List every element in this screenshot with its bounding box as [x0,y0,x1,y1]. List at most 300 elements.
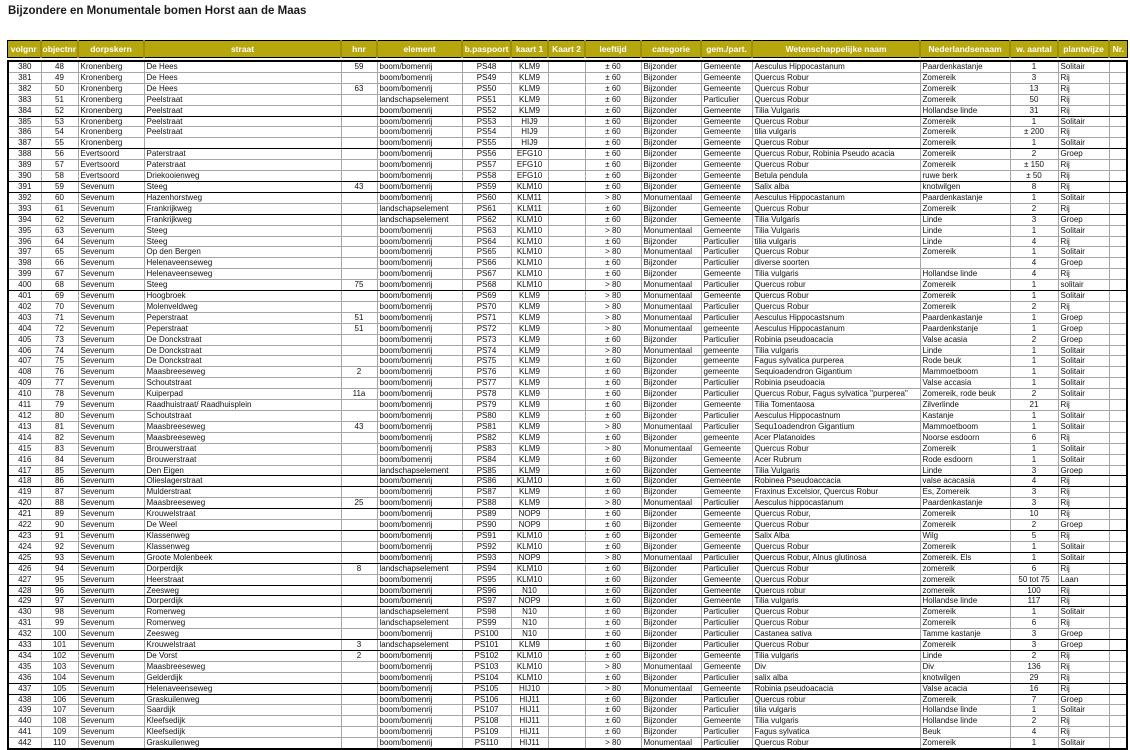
cell-categorie: Bijzonder [641,476,701,487]
cell-straat: Peelstraat [144,127,341,138]
cell-objectnr: 110 [41,738,78,749]
cell-wetenschappelijke-naam: Tilia vulgaris [752,345,920,356]
cell-hnr [341,411,377,422]
cell-categorie: Monumentaal [641,421,701,432]
table-row [8,596,1127,607]
cell-b-paspoort: PS89 [462,509,511,520]
cell-categorie: Monumentaal [641,552,701,563]
cell-categorie: Bijzonder [641,629,701,640]
cell-hnr [341,530,377,541]
cell-objectnr: 97 [41,596,78,607]
cell-nederlandsenaam: Zilverlinde [920,400,1010,411]
cell-categorie: Monumentaal [641,192,701,203]
cell-b-paspoort: PS74 [462,345,511,356]
cell-leeftijd: > 80 [585,291,641,302]
cell-nr [1109,530,1127,541]
table-row [8,411,1127,422]
cell-straat: Peelstraat [144,116,341,127]
cell-hnr [341,618,377,629]
cell-element: boom/bomenrij [377,334,462,345]
cell-element: boom/bomenrij [377,291,462,302]
cell-nr [1109,345,1127,356]
cell-dorpskern: Kronenberg [78,94,144,105]
cell-dorpskern: Sevenum [78,574,144,585]
cell-volgnr: 411 [8,400,41,411]
cell-volgnr: 399 [8,269,41,280]
cell-element: boom/bomenrij [377,476,462,487]
cell-hnr [341,291,377,302]
cell-w-aantal: 1 [1010,356,1058,367]
cell-straat: Hoogbroek [144,291,341,302]
cell-straat: Dorperdijk [144,563,341,574]
cell-hnr [341,738,377,749]
cell-gem-part: gemeente [701,367,752,378]
cell-straat: De Donckstraat [144,356,341,367]
cell-kaart-2 [548,411,585,422]
cell-straat: Steeg [144,280,341,291]
cell-nederlandsenaam: zomereik [920,574,1010,585]
table-row [8,149,1127,160]
cell-plantwijze: Groep [1058,629,1109,640]
table-row [8,716,1127,727]
cell-gem-part: Gemeente [701,476,752,487]
cell-hnr: 51 [341,323,377,334]
cell-kaart-1: NOP9 [511,552,548,563]
cell-nederlandsenaam: Valse accasia [920,378,1010,389]
cell-kaart-1: N10 [511,629,548,640]
cell-dorpskern: Kronenberg [78,105,144,116]
table-row [8,389,1127,400]
cell-nr [1109,203,1127,214]
cell-dorpskern: Sevenum [78,203,144,214]
cell-b-paspoort: PS91 [462,530,511,541]
cell-nederlandsenaam: Zomereik [920,607,1010,618]
cell-categorie: Bijzonder [641,607,701,618]
cell-objectnr: 55 [41,138,78,149]
cell-kaart-2 [548,465,585,476]
cell-plantwijze: Rij [1058,160,1109,171]
cell-w-aantal: 1 [1010,705,1058,716]
cell-kaart-1: KLM9 [511,323,548,334]
cell-w-aantal: 29 [1010,672,1058,683]
cell-plantwijze: Rij [1058,127,1109,138]
cell-plantwijze: Rij [1058,650,1109,661]
cell-dorpskern: Sevenum [78,650,144,661]
cell-kaart-2 [548,116,585,127]
cell-b-paspoort: PS66 [462,258,511,269]
cell-nederlandsenaam: Zomereik [920,116,1010,127]
cell-kaart-2 [548,421,585,432]
cell-plantwijze: Rij [1058,203,1109,214]
table-row [8,552,1127,563]
cell-objectnr: 105 [41,683,78,694]
cell-dorpskern: Sevenum [78,432,144,443]
cell-nederlandsenaam: Zomereik [920,94,1010,105]
cell-w-aantal: 1 [1010,116,1058,127]
cell-nr [1109,421,1127,432]
cell-categorie: Bijzonder [641,72,701,83]
cell-kaart-1: KLM9 [511,487,548,498]
cell-nr [1109,356,1127,367]
cell-b-paspoort: PS95 [462,574,511,585]
cell-element: landschapselement [377,640,462,651]
cell-wetenschappelijke-naam: Betula pendula [752,171,920,182]
cell-b-paspoort: PS104 [462,672,511,683]
cell-w-aantal: 1 [1010,225,1058,236]
cell-wetenschappelijke-naam: Quercus Robur [752,116,920,127]
cell-gem-part: Gemeente [701,596,752,607]
cell-leeftijd: ± 60 [585,356,641,367]
cell-nr [1109,629,1127,640]
cell-straat: Peperstraat [144,323,341,334]
cell-dorpskern: Sevenum [78,258,144,269]
cell-w-aantal: ± 150 [1010,160,1058,171]
cell-nr [1109,301,1127,312]
cell-leeftijd: ± 60 [585,465,641,476]
cell-nr [1109,247,1127,258]
cell-dorpskern: Sevenum [78,661,144,672]
cell-gem-part: Gemeente [701,171,752,182]
cell-objectnr: 82 [41,432,78,443]
cell-dorpskern: Sevenum [78,563,144,574]
cell-categorie: Bijzonder [641,465,701,476]
table-row [8,683,1127,694]
cell-nr [1109,672,1127,683]
cell-nederlandsenaam: Valse acacia [920,683,1010,694]
cell-kaart-2 [548,530,585,541]
cell-dorpskern: Sevenum [78,465,144,476]
cell-leeftijd: ± 60 [585,269,641,280]
cell-hnr [341,716,377,727]
cell-plantwijze: Rij [1058,509,1109,520]
cell-kaart-2 [548,94,585,105]
cell-w-aantal: 31 [1010,105,1058,116]
cell-hnr [341,334,377,345]
cell-element: boom/bomenrij [377,650,462,661]
cell-objectnr: 106 [41,694,78,705]
table-row [8,247,1127,258]
cell-plantwijze: Rij [1058,727,1109,738]
cell-leeftijd: ± 60 [585,61,641,72]
table-row [8,585,1127,596]
cell-volgnr: 398 [8,258,41,269]
cell-objectnr: 67 [41,269,78,280]
cell-straat: Schoutstraat [144,378,341,389]
cell-plantwijze: Rij [1058,683,1109,694]
column-header-wetenschappelijke-naam: Wetenschappelijke naam [752,41,920,58]
cell-straat: Op den Bergen [144,247,341,258]
cell-b-paspoort: PS80 [462,411,511,422]
cell-element: boom/bomenrij [377,520,462,531]
cell-plantwijze: Groep [1058,312,1109,323]
cell-kaart-2 [548,301,585,312]
cell-straat: Raadhuistraat/ Raadhuisplein [144,400,341,411]
cell-categorie: Bijzonder [641,181,701,192]
cell-leeftijd: ± 60 [585,334,641,345]
cell-straat: Steeg [144,225,341,236]
cell-w-aantal: ± 200 [1010,127,1058,138]
cell-nederlandsenaam: Zomereik [920,138,1010,149]
table-row [8,225,1127,236]
cell-kaart-1: KLM9 [511,356,548,367]
cell-straat: Steeg [144,236,341,247]
cell-categorie: Bijzonder [641,214,701,225]
cell-plantwijze: Rij [1058,236,1109,247]
table-row [8,629,1127,640]
cell-volgnr: 389 [8,160,41,171]
cell-b-paspoort: PS92 [462,541,511,552]
cell-element: boom/bomenrij [377,192,462,203]
cell-categorie: Bijzonder [641,618,701,629]
cell-wetenschappelijke-naam: Quercus Robur [752,247,920,258]
cell-element: boom/bomenrij [377,225,462,236]
cell-nederlandsenaam: Zomereik [920,160,1010,171]
cell-leeftijd: ± 60 [585,530,641,541]
cell-b-paspoort: PS93 [462,552,511,563]
cell-plantwijze: Rij [1058,498,1109,509]
cell-element: boom/bomenrij [377,574,462,585]
cell-categorie: Monumentaal [641,683,701,694]
cell-leeftijd: ± 60 [585,400,641,411]
cell-objectnr: 56 [41,149,78,160]
column-header-objectnr: objectnr [41,41,79,58]
cell-b-paspoort: PS75 [462,356,511,367]
cell-nederlandsenaam: Hollandse linde [920,596,1010,607]
cell-b-paspoort: PS79 [462,400,511,411]
cell-kaart-2 [548,236,585,247]
cell-kaart-1: KLM10 [511,236,548,247]
cell-dorpskern: Kronenberg [78,72,144,83]
cell-volgnr: 396 [8,236,41,247]
cell-objectnr: 78 [41,389,78,400]
table-row [8,465,1127,476]
cell-hnr [341,705,377,716]
table-row [8,650,1127,661]
cell-b-paspoort: PS96 [462,585,511,596]
cell-leeftijd: ± 60 [585,160,641,171]
cell-dorpskern: Sevenum [78,345,144,356]
cell-wetenschappelijke-naam: tilia vulgaris [752,127,920,138]
cell-gem-part: Gemeente [701,269,752,280]
cell-leeftijd: ± 60 [585,236,641,247]
cell-categorie: Bijzonder [641,367,701,378]
cell-kaart-2 [548,291,585,302]
cell-leeftijd: > 80 [585,498,641,509]
cell-straat: Hazenhorstweg [144,192,341,203]
cell-leeftijd: > 80 [585,421,641,432]
cell-categorie: Bijzonder [641,716,701,727]
cell-nr [1109,160,1127,171]
cell-kaart-1: KLM9 [511,301,548,312]
cell-dorpskern: Sevenum [78,378,144,389]
cell-leeftijd: > 80 [585,738,641,749]
cell-hnr [341,552,377,563]
cell-nederlandsenaam: Linde [920,650,1010,661]
cell-straat: Schoutstraat [144,411,341,422]
cell-kaart-1: HIJ11 [511,727,548,738]
cell-volgnr: 431 [8,618,41,629]
table-header [7,40,1128,58]
cell-volgnr: 390 [8,171,41,182]
cell-kaart-2 [548,214,585,225]
cell-volgnr: 419 [8,487,41,498]
cell-kaart-1: NOP9 [511,596,548,607]
cell-hnr [341,269,377,280]
cell-leeftijd: ± 60 [585,596,641,607]
table-row [8,345,1127,356]
cell-dorpskern: Sevenum [78,672,144,683]
cell-plantwijze: Groep [1058,214,1109,225]
cell-wetenschappelijke-naam: tilia vulgaris [752,236,920,247]
cell-plantwijze: Solitair [1058,367,1109,378]
cell-wetenschappelijke-naam: Castanea sativa [752,629,920,640]
cell-hnr [341,138,377,149]
cell-hnr [341,683,377,694]
cell-nederlandsenaam: Zomereik, rode beuk [920,389,1010,400]
cell-straat: De Hees [144,61,341,72]
cell-dorpskern: Sevenum [78,334,144,345]
cell-straat: Paterstraat [144,149,341,160]
table-row [8,738,1127,749]
cell-volgnr: 395 [8,225,41,236]
cell-leeftijd: ± 60 [585,83,641,94]
cell-kaart-2 [548,476,585,487]
cell-kaart-1: HIJ9 [511,138,548,149]
cell-volgnr: 421 [8,509,41,520]
cell-gem-part: Gemeente [701,683,752,694]
cell-leeftijd: > 80 [585,192,641,203]
cell-w-aantal: 1 [1010,607,1058,618]
table-row [8,694,1127,705]
cell-nr [1109,716,1127,727]
cell-gem-part: Particulier [701,411,752,422]
cell-straat: De Vorst [144,650,341,661]
cell-kaart-1: KLM10 [511,181,548,192]
cell-b-paspoort: PS51 [462,94,511,105]
cell-leeftijd: > 80 [585,661,641,672]
cell-w-aantal: 50 tot 75 [1010,574,1058,585]
cell-w-aantal: 1 [1010,192,1058,203]
cell-hnr [341,72,377,83]
cell-volgnr: 384 [8,105,41,116]
cell-w-aantal: 2 [1010,650,1058,661]
cell-nr [1109,94,1127,105]
cell-volgnr: 430 [8,607,41,618]
cell-leeftijd: ± 60 [585,476,641,487]
cell-b-paspoort: PS77 [462,378,511,389]
cell-kaart-2 [548,312,585,323]
cell-wetenschappelijke-naam: Tilia Vulgaris [752,105,920,116]
cell-gem-part: gemeente [701,432,752,443]
cell-hnr [341,465,377,476]
cell-straat: Heerstraat [144,574,341,585]
cell-gem-part: Gemeente [701,661,752,672]
cell-leeftijd: ± 60 [585,607,641,618]
cell-volgnr: 426 [8,563,41,574]
cell-b-paspoort: PS87 [462,487,511,498]
cell-wetenschappelijke-naam: Quercus Robur [752,563,920,574]
cell-plantwijze: Rij [1058,432,1109,443]
cell-w-aantal: 2 [1010,334,1058,345]
cell-volgnr: 424 [8,541,41,552]
cell-element: boom/bomenrij [377,301,462,312]
cell-hnr: 63 [341,83,377,94]
cell-straat: Peelstraat [144,94,341,105]
cell-w-aantal: 136 [1010,661,1058,672]
cell-dorpskern: Kronenberg [78,138,144,149]
cell-gem-part: Gemeente [701,465,752,476]
cell-kaart-2 [548,258,585,269]
cell-kaart-2 [548,574,585,585]
cell-element: boom/bomenrij [377,149,462,160]
cell-gem-part: Gemeente [701,400,752,411]
cell-nederlandsenaam: valse acacasia [920,476,1010,487]
cell-w-aantal: 117 [1010,596,1058,607]
cell-w-aantal: 3 [1010,214,1058,225]
cell-hnr [341,301,377,312]
cell-objectnr: 80 [41,411,78,422]
cell-plantwijze: Groep [1058,640,1109,651]
cell-nr [1109,443,1127,454]
cell-element: boom/bomenrij [377,400,462,411]
cell-b-paspoort: PS108 [462,716,511,727]
column-header-dorpskern: dorpskern [78,41,144,58]
cell-hnr [341,160,377,171]
cell-leeftijd: > 80 [585,280,641,291]
cell-wetenschappelijke-naam: Aesculus hippocastanum [752,498,920,509]
cell-straat: Graskuilenweg [144,738,341,749]
cell-plantwijze: Solitair [1058,705,1109,716]
cell-nr [1109,138,1127,149]
cell-gem-part: Gemeente [701,181,752,192]
cell-plantwijze: Rij [1058,618,1109,629]
cell-objectnr: 76 [41,367,78,378]
cell-nr [1109,574,1127,585]
cell-b-paspoort: PS98 [462,607,511,618]
cell-gem-part: Particulier [701,727,752,738]
cell-gem-part: Gemeente [701,105,752,116]
cell-element: boom/bomenrij [377,181,462,192]
cell-kaart-2 [548,629,585,640]
cell-objectnr: 70 [41,301,78,312]
cell-volgnr: 418 [8,476,41,487]
cell-wetenschappelijke-naam: Tilia Vulgaris [752,465,920,476]
cell-dorpskern: Sevenum [78,356,144,367]
cell-plantwijze: Rij [1058,716,1109,727]
cell-element: boom/bomenrij [377,443,462,454]
cell-nr [1109,727,1127,738]
cell-straat: Steeg [144,181,341,192]
cell-element: boom/bomenrij [377,683,462,694]
cell-leeftijd: ± 60 [585,171,641,182]
cell-b-paspoort: PS106 [462,694,511,705]
cell-gem-part: Gemeente [701,214,752,225]
cell-nr [1109,171,1127,182]
cell-w-aantal: 2 [1010,520,1058,531]
cell-gem-part: Gemeente [701,61,752,72]
cell-gem-part: Particulier [701,694,752,705]
cell-gem-part: Gemeente [701,83,752,94]
page-title: Bijzondere en Monumentale bomen Horst aan de Maas [8,5,307,17]
cell-wetenschappelijke-naam: Robinia pseudoacacia [752,334,920,345]
cell-hnr [341,607,377,618]
cell-plantwijze: Groep [1058,323,1109,334]
cell-straat: Helenaveenseweg [144,683,341,694]
cell-hnr [341,454,377,465]
table-row [8,301,1127,312]
cell-wetenschappelijke-naam: Fraxinus Excelsior, Quercus Robur [752,487,920,498]
cell-dorpskern: Sevenum [78,247,144,258]
